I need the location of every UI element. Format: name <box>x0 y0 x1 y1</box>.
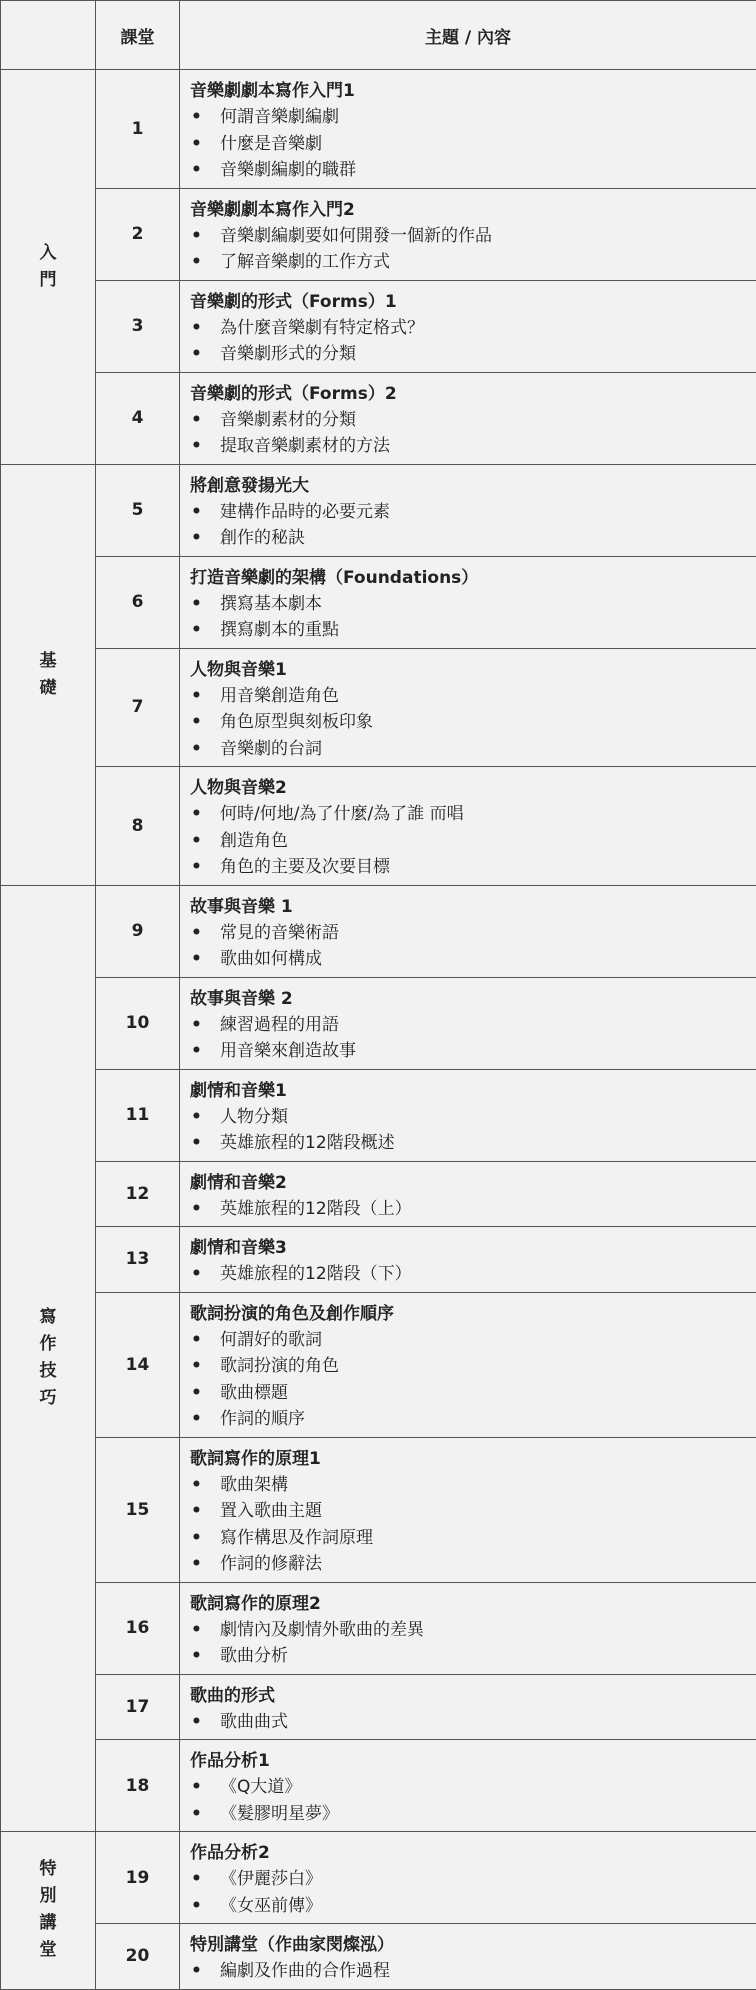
topic-item: • 歌詞扮演的角色 <box>190 1353 746 1380</box>
lesson-row <box>1 1161 756 1227</box>
category-label: 入 門 <box>2 240 94 294</box>
topic-item: • 為什麼音樂劇有特定格式？ <box>190 315 746 342</box>
lesson-title: 特別講堂（作曲家閔燦泓） <box>190 1932 746 1958</box>
lesson-topics <box>190 920 746 973</box>
lesson-title: 人物與音樂2 <box>190 775 746 801</box>
topic-item: • 音樂劇的台詞 <box>190 736 746 763</box>
topic-item: • 撰寫基本劇本 <box>190 591 746 618</box>
lesson-row <box>1 648 756 767</box>
topic-item: • 音樂劇素材的分類 <box>190 407 746 434</box>
topic-item: • 歌曲分析 <box>190 1643 746 1670</box>
lesson-topics <box>190 1196 746 1223</box>
lesson-title: 劇情和音樂2 <box>190 1170 746 1196</box>
lesson-row <box>1 556 756 648</box>
header-row <box>1 1 756 70</box>
topic-item: • 歌曲標題 <box>190 1380 746 1407</box>
topic-item: • 歌曲如何構成 <box>190 946 746 973</box>
lesson-topics <box>190 1261 746 1288</box>
topic-item: • 劇情內及劇情外歌曲的差異 <box>190 1617 746 1644</box>
lesson-number: 16 <box>96 1582 180 1674</box>
topic-item: • 音樂劇編劇要如何開發一個新的作品 <box>190 223 746 250</box>
lesson-row <box>1 767 756 886</box>
lesson-content <box>180 70 756 189</box>
lesson-title: 音樂劇劇本寫作入門2 <box>190 197 746 223</box>
lesson-topics <box>190 1327 746 1433</box>
lesson-content <box>180 1161 756 1227</box>
lesson-topics <box>190 223 746 276</box>
lesson-topics <box>190 104 746 184</box>
lesson-title: 歌詞扮演的角色及創作順序 <box>190 1301 746 1327</box>
lesson-title: 歌曲的形式 <box>190 1683 746 1709</box>
header-corner <box>1 1 96 70</box>
lesson-number: 15 <box>96 1437 180 1582</box>
lesson-content <box>180 885 756 977</box>
lesson-topics <box>190 1958 746 1985</box>
lesson-topics <box>190 1774 746 1827</box>
category-label: 寫 作 技 巧 <box>2 1304 94 1412</box>
topic-item: • 英雄旅程的12階段概述 <box>190 1130 746 1157</box>
lesson-content <box>180 1292 756 1437</box>
topic-item: • 英雄旅程的12階段（下） <box>190 1261 746 1288</box>
category-cell <box>1 464 96 885</box>
topic-item: • 人物分類 <box>190 1104 746 1131</box>
lesson-content <box>180 767 756 886</box>
topic-item: • 何謂音樂劇編劇 <box>190 104 746 131</box>
lesson-row <box>1 977 756 1069</box>
lesson-title: 故事與音樂 1 <box>190 894 746 920</box>
topic-item: • 《伊麗莎白》 <box>190 1866 746 1893</box>
lesson-row <box>1 1227 756 1293</box>
topic-item: • 建構作品時的必要元素 <box>190 499 746 526</box>
curriculum-body <box>1 70 756 1990</box>
lesson-title: 人物與音樂1 <box>190 657 746 683</box>
lesson-number: 11 <box>96 1069 180 1161</box>
topic-item: • 《女巫前傳》 <box>190 1893 746 1920</box>
lesson-topics <box>190 683 746 763</box>
lesson-topics <box>190 1012 746 1065</box>
topic-item: • 《髮膠明星夢》 <box>190 1801 746 1828</box>
lesson-row <box>1 1582 756 1674</box>
lesson-content <box>180 1582 756 1674</box>
lesson-topics <box>190 1472 746 1578</box>
topic-item: • 歌曲架構 <box>190 1472 746 1499</box>
category-cell <box>1 1832 96 1990</box>
lesson-row <box>1 1740 756 1832</box>
lesson-topics <box>190 1104 746 1157</box>
lesson-content <box>180 372 756 464</box>
lesson-row <box>1 1674 756 1740</box>
topic-item: • 何謂好的歌詞 <box>190 1327 746 1354</box>
lesson-row <box>1 280 756 372</box>
lesson-title: 將創意發揚光大 <box>190 473 746 499</box>
lesson-content <box>180 188 756 280</box>
lesson-number: 6 <box>96 556 180 648</box>
topic-item: • 創作的秘訣 <box>190 525 746 552</box>
lesson-number: 20 <box>96 1924 180 1990</box>
lesson-content <box>180 1832 756 1924</box>
lesson-title: 歌詞寫作的原理2 <box>190 1591 746 1617</box>
topic-item: • 音樂劇形式的分類 <box>190 341 746 368</box>
lesson-title: 故事與音樂 2 <box>190 986 746 1012</box>
lesson-topics <box>190 315 746 368</box>
category-cell <box>1 70 96 465</box>
topic-item: • 置入歌曲主題 <box>190 1498 746 1525</box>
lesson-number: 12 <box>96 1161 180 1227</box>
topic-item: • 用音樂來創造故事 <box>190 1038 746 1065</box>
lesson-number: 5 <box>96 464 180 556</box>
lesson-number: 10 <box>96 977 180 1069</box>
lesson-content <box>180 556 756 648</box>
lesson-number: 17 <box>96 1674 180 1740</box>
lesson-title: 音樂劇的形式（Forms）1 <box>190 289 746 315</box>
lesson-content <box>180 1437 756 1582</box>
lesson-number: 3 <box>96 280 180 372</box>
lesson-content <box>180 1740 756 1832</box>
lesson-content <box>180 648 756 767</box>
lesson-content <box>180 1227 756 1293</box>
lesson-number: 9 <box>96 885 180 977</box>
lesson-number: 19 <box>96 1832 180 1924</box>
topic-item: • 什麼是音樂劇 <box>190 131 746 158</box>
topic-item: • 何時/何地/為了什麼/為了誰 而唱 <box>190 801 746 828</box>
header-lesson: 課堂 <box>96 1 180 70</box>
lesson-topics <box>190 407 746 460</box>
topic-item: • 寫作構思及作詞原理 <box>190 1525 746 1552</box>
lesson-number: 13 <box>96 1227 180 1293</box>
topic-item: • 用音樂創造角色 <box>190 683 746 710</box>
topic-item: • 常見的音樂術語 <box>190 920 746 947</box>
lesson-title: 作品分析1 <box>190 1748 746 1774</box>
topic-item: • 《Q大道》 <box>190 1774 746 1801</box>
category-cell <box>1 885 96 1832</box>
topic-item: • 英雄旅程的12階段（上） <box>190 1196 746 1223</box>
category-label: 基 礎 <box>2 648 94 702</box>
lesson-row <box>1 1292 756 1437</box>
lesson-content <box>180 1674 756 1740</box>
topic-item: • 角色原型與刻板印象 <box>190 709 746 736</box>
header-topic: 主題 / 內容 <box>180 1 756 70</box>
topic-item: • 練習過程的用語 <box>190 1012 746 1039</box>
lesson-number: 2 <box>96 188 180 280</box>
topic-item: • 歌曲曲式 <box>190 1709 746 1736</box>
topic-item: • 編劇及作曲的合作過程 <box>190 1958 746 1985</box>
topic-item: • 音樂劇編劇的職群 <box>190 157 746 184</box>
lesson-number: 8 <box>96 767 180 886</box>
lesson-title: 音樂劇劇本寫作入門1 <box>190 78 746 104</box>
lesson-row <box>1 885 756 977</box>
lesson-number: 4 <box>96 372 180 464</box>
lesson-topics <box>190 499 746 552</box>
lesson-topics <box>190 1709 746 1736</box>
lesson-row <box>1 372 756 464</box>
topic-item: • 提取音樂劇素材的方法 <box>190 433 746 460</box>
lesson-content <box>180 464 756 556</box>
lesson-topics <box>190 591 746 644</box>
lesson-content <box>180 977 756 1069</box>
topic-item: • 作詞的順序 <box>190 1406 746 1433</box>
lesson-number: 1 <box>96 70 180 189</box>
lesson-title: 打造音樂劇的架構（Foundations） <box>190 565 746 591</box>
lesson-title: 音樂劇的形式（Forms）2 <box>190 381 746 407</box>
lesson-row <box>1 70 756 189</box>
lesson-row <box>1 1832 756 1924</box>
lesson-row <box>1 188 756 280</box>
lesson-topics <box>190 1617 746 1670</box>
topic-item: • 創造角色 <box>190 828 746 855</box>
lesson-content <box>180 1924 756 1990</box>
lesson-number: 7 <box>96 648 180 767</box>
topic-item: • 角色的主要及次要目標 <box>190 854 746 881</box>
lesson-title: 劇情和音樂1 <box>190 1078 746 1104</box>
lesson-row <box>1 464 756 556</box>
lesson-number: 14 <box>96 1292 180 1437</box>
lesson-title: 劇情和音樂3 <box>190 1235 746 1261</box>
lesson-title: 作品分析2 <box>190 1840 746 1866</box>
lesson-topics <box>190 1866 746 1919</box>
topic-item: • 撰寫劇本的重點 <box>190 617 746 644</box>
lesson-number: 18 <box>96 1740 180 1832</box>
lesson-title: 歌詞寫作的原理1 <box>190 1446 746 1472</box>
topic-item: • 了解音樂劇的工作方式 <box>190 249 746 276</box>
lesson-content <box>180 1069 756 1161</box>
topic-item: • 作詞的修辭法 <box>190 1551 746 1578</box>
lesson-row <box>1 1924 756 1990</box>
lesson-row <box>1 1437 756 1582</box>
category-label: 特 別 講 堂 <box>2 1856 94 1964</box>
lesson-topics <box>190 801 746 881</box>
lesson-row <box>1 1069 756 1161</box>
lesson-content <box>180 280 756 372</box>
